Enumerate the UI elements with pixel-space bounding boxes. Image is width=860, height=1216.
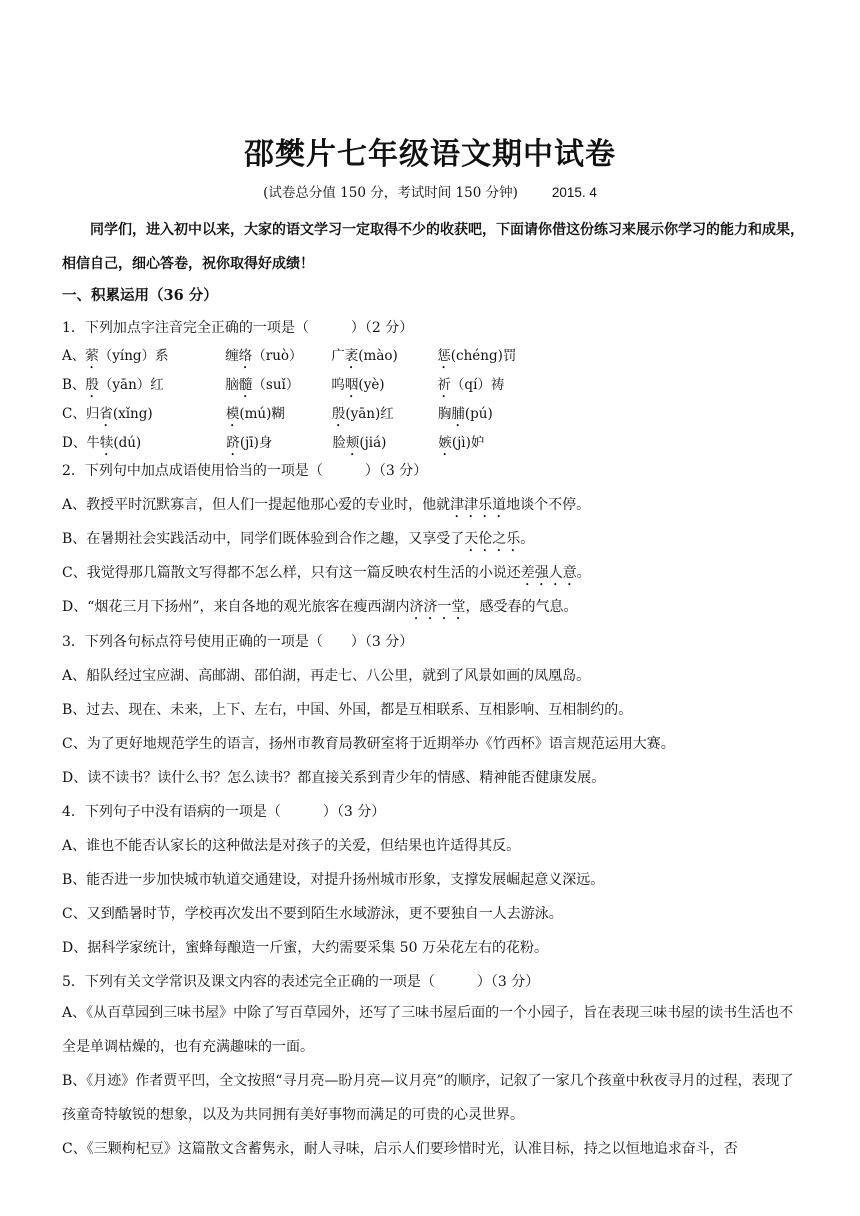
pinyin-item [438,401,493,430]
question-5-option-c: C、《三颗枸杞豆》这篇散文含蓄隽永，耐人寻味，启示人们要珍惜时光，认准目标，持之以恒地追求奋斗，否 [62,1141,738,1157]
item-text: (mào) [358,348,398,364]
option-label: D、 [62,435,87,451]
intro-paragraph: 同学们，进入初中以来，大家的语文学习一定取得不少的收获吧，下面请你借这份练习来展示你学习的能力和成果，相信自己，细心答卷，祝你取得好成绩！ [62,222,804,272]
option-label: C、 [62,406,86,422]
item-text: （yíng）系 [98,348,169,364]
section-heading: 一、积累运用（36 分） [62,287,218,304]
question-3-option-c: C、为了更好地规范学生的语言，扬州市教育局教研室将于近期举办《竹西杯》语言规范运用大赛。 [62,736,675,752]
question-4-stem: 4．下列句子中没有语病的一项是（ ）（3 分） [62,804,386,820]
item-text: (jì)妒 [451,435,485,451]
pinyin-item [225,343,331,372]
question-1-option-row [62,401,807,430]
item-text: (xǐng) [112,406,153,422]
question-4-option-b: B、能否进一步加快城市轨道交通建设，对提升扬州城市形象，支撑发展崛起意义深远。 [62,872,605,888]
question-4-option-c: C、又到酷暑时节，学校再次发出不要到陌生水域游泳，更不要独自一人去游泳。 [62,906,563,922]
item-text: (chéng)罚 [450,348,517,364]
question-5-stem: 5．下列有关文学常识及课文内容的表述完全正确的一项是（ ）（3 分） [62,974,540,990]
pinyin-item [437,343,516,372]
dotted-character: 颊 [345,435,360,451]
question-3-option-b: B、过去、现在、未来，上下、左右，中国、外国，都是互相联系、互相影响、互相制约的。 [62,702,633,718]
question-1-option-row [62,372,807,401]
dotted-character: 模 [225,406,240,422]
exam-title: 邵樊片七年级语文期中试卷 [244,137,616,172]
item-text: (pú) [464,406,493,422]
dotted-character: 惩 [437,348,451,364]
option-label: B、 [62,377,86,393]
item-text: 缠 [225,348,239,364]
question-5-option-a: A、《从百草园到三味书屋》中除了写百草园外，还写了三味书屋后面的一个小园子，旨在表现三味书屋的读书生活也不全是单调枯燥的，也有充满趣味的一面。 [62,1005,794,1055]
item-text: （suǐ） [252,377,300,393]
pinyin-item [85,372,225,401]
dotted-character: 殷 [85,377,99,393]
question-1-options [62,343,807,459]
item-text: (jī)身 [239,435,273,451]
pinyin-item [86,401,226,430]
dotted-character: 犊 [99,435,114,451]
item-text: 广 [331,348,345,364]
item-text: （qí）祷 [450,377,505,393]
exam-subtitle [0,183,860,203]
dotted-character: 殷 [331,406,346,422]
question-1-option-row [62,343,807,372]
question-1-stem: 1．下列加点字注音完全正确的一项是（ ）（2 分） [62,320,414,336]
item-text: (dú) [113,435,142,451]
item-text: (mú)糊 [239,406,285,422]
dotted-character: 袤 [344,348,359,364]
question-2-stem: 2．下列句中加点成语使用恰当的一项是（ ）（3 分） [62,463,428,479]
pinyin-item [85,343,225,372]
question-4-option-a: A、谁也不能否认家长的这种做法是对孩子的关爱，但结果也许适得其反。 [62,838,521,854]
score-time-note: (试卷总分值 150 分，考试时间 150 分钟) [263,185,518,201]
option-label: A、 [62,348,86,364]
question-2-option-b: B、在暑期社会实践活动中，同学们既体验到合作之趣，又享受了天伦之乐。 [62,531,535,547]
dotted-idiom: 济济一堂 [409,599,466,615]
pinyin-item [438,430,484,459]
pinyin-item [332,401,438,430]
question-2-option-a: A、教授平时沉默寡言，但人们一提起他那心爱的专业时，他就津津乐道地谈个不停。 [62,497,591,513]
pinyin-item [331,343,437,372]
pinyin-item [226,430,332,459]
item-text: (yè) [358,377,385,393]
dotted-character: 嫉 [438,435,452,451]
pinyin-item [331,372,437,401]
dotted-idiom: 差强人意 [520,565,577,581]
item-text: （ruò） [252,348,303,364]
item-text: 呜 [331,377,345,393]
item-text: (jiá) [359,435,387,451]
pinyin-item [225,372,331,401]
pinyin-item [332,430,438,459]
dotted-character: 咽 [344,377,359,393]
dotted-character: 脯 [451,406,465,422]
question-2-option-d: D、“烟花三月下扬州”，来自各地的观光旅客在瘦西湖内济济一堂，感受春的气息。 [62,599,578,615]
dotted-character: 萦 [85,348,99,364]
pinyin-item [437,372,504,401]
question-2-option-c: C、我觉得那几篇散文写得都不怎么样，只有这一篇反映农村生活的小说还差强人意。 [62,565,591,581]
question-3-option-a: A、船队经过宝应湖、高邮湖、邵伯湖，再走七、八公里，就到了风景如画的凤凰岛。 [62,668,591,684]
question-3-option-d: D、读不读书？读什么书？怎么读书？都直接关系到青少年的情感、精神能否健康发展。 [62,770,606,786]
dotted-character: 祈 [437,377,451,393]
dotted-idiom: 天伦之乐 [464,531,521,547]
item-text: 牛 [86,435,100,451]
item-text: 脸 [332,435,346,451]
item-text: 脑 [225,377,239,393]
pinyin-item [226,401,332,430]
question-4-option-d: D、据科学家统计，蜜蜂每酿造一斤蜜，大约需要采集 50 万朵花左右的花粉。 [62,940,548,956]
dotted-character: 络 [238,348,253,364]
question-3-stem: 3．下列各句标点符号使用正确的一项是（ ）（3 分） [62,634,414,650]
dotted-character: 跻 [226,435,240,451]
question-1-option-row [62,430,807,459]
item-text: 胸 [437,406,452,422]
dotted-character: 髓 [238,377,253,393]
dotted-character: 省 [99,406,113,422]
question-5-option-b: B、《月迹》作者贾平凹，全文按照“寻月亮—盼月亮—议月亮”的顺序，记叙了一家几个孩童中秋夜寻月的过程，表现了孩童奇特敏锐的想象，以及为共同拥有美好事物而满足的可贵的心灵世界。 [62,1073,794,1123]
exam-date: 2015. 4 [551,185,597,200]
item-text: （yān）红 [98,377,164,393]
pinyin-item [86,430,226,459]
item-text: (yān)红 [345,406,394,422]
item-text: 归 [85,406,100,422]
dotted-idiom: 津津乐道 [450,497,507,513]
